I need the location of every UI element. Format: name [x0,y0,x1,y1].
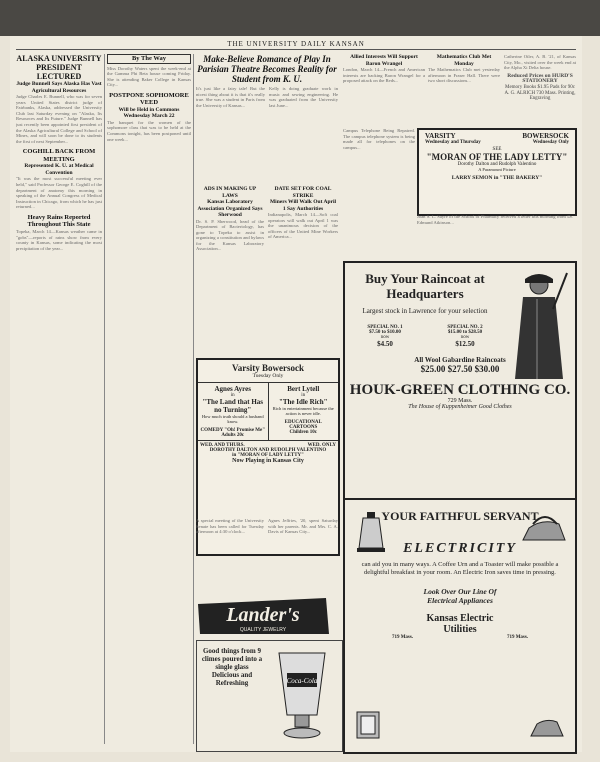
iron-icon [519,508,569,548]
subhead-alaska: Judge Bunnell Says Alaska Has Vast Agricultural Resources [16,81,102,94]
ad-theatre-left-price: Adults 20c [221,433,245,438]
column-3-lower [196,518,264,593]
raincoat-special2-value: now [460,335,470,340]
ad-theatre-subtitle: Tuesday Only [252,373,284,379]
electric-company2: Utilities [443,624,477,635]
headline-ads: ADS IN MAKING UP LAWS [203,186,257,199]
article-col3-lower: A special meeting of the University Senate has been called for Tuesday afternoon at 4:30 o'clock... [196,518,264,535]
small-ad-left-day: Wednesday and Thursday [425,140,481,145]
landers-ad [196,594,331,638]
ad-theatre-left-desc: How much truth should a husband know. [201,414,264,424]
toaster-icon [353,702,383,742]
svg-text:Coca-Cola: Coca-Cola [286,677,318,685]
coca-cola-ad [196,640,343,752]
column-divider [193,54,194,744]
newspaper-page [10,36,582,752]
masthead-rule [16,49,576,50]
column-2 [107,54,191,744]
ad-theatre-right-star: Bert Lytell [287,385,320,393]
article-coghill-body: "It was the most successful meeting ever held," said Professor George E. Coghill of the department of anatomy this morning in speaking of the Annual Congress of Medical Instruction in Chicago, from which he has just returned... [16,176,102,210]
varsity-bowersock-small-ad [417,128,577,216]
small-ad-left: VARSITY [425,132,456,140]
electric-addr1: 719 Mass. [391,635,414,640]
ad-theatre-left-in: in [230,393,235,398]
kansas-electric-ad [343,498,577,754]
column-6-lower [417,214,573,258]
ad-theatre-bottom-note: Now Playing in Kansas City [232,458,304,464]
ad-theatre-right-in: in [301,393,306,398]
raincoat-special2-price: $12.50 [455,340,475,348]
raincoat-special1-price: $4.50 [377,340,393,348]
small-ad-right: BOWERSOCK [522,132,569,140]
article-math-body: The Mathematics Club met yesterday afternoon in Fraser Hall. There were two short discussions... [428,67,500,84]
small-ad-also: LARRY SEMON in "THE BAKERY" [451,175,543,181]
raincoat-special1-range: $7.50 to $10.00 [369,330,401,335]
romance-body-right: Kelly is doing graduate work in music and sewing engineering. He was graduated from the University last June... [269,86,338,108]
small-ad-right-day: Wednesday Only [532,140,569,145]
headline-allied: Allied Interests Will Support Baron Wrangel [350,54,418,67]
headline-alaska: ALASKA UNIVERSITY PRESIDENT LECTURED [16,54,102,81]
subhead-postpone: Will be Held in Commons Wednesday March 22 [118,106,180,120]
article-ads-body: Dr. S. P. Sherwood, head of the Department of Bacteriology, has gone to Topeka to assist in organizing a constitution and bylaws for the Kansas Laboratory Association... [196,218,264,252]
electric-body: can aid you in many ways. A Coffee Urn and a Toaster will make possible a delightful breakfast in your room. An Electric Iron saves time in pressing. [361,561,559,576]
subhead-coal: Miners Will Walk Out April 1 Say Authorities [269,199,336,212]
headline-by-the-way: By The Way [107,54,191,64]
masthead: THE UNIVERSITY DAILY KANSAN [227,40,365,48]
svg-text:QUALITY JEWELRY: QUALITY JEWELRY [239,627,287,633]
ad-theatre-bottom-title: in "MORAN OF LADY LETTY" [232,453,304,458]
raincoat-special2-label: SPECIAL NO. 2 [447,325,483,330]
column-by-the-way-body: Miss Dorothy Waters spent the week-end at the Gamma Phi Beta house coming Friday. She is attending Baker College in Kansas City... [107,65,191,88]
romance-article [196,54,338,184]
romance-body-left: It's just like a fairy tale! But the nicest thing about it is that it's really true. She was a student in Paris from the University of Kansas... [196,86,265,108]
ad-theatre-bottom-left: WED. AND THURS. [200,443,245,448]
column-1 [16,54,102,744]
ad-theatre-left-title: "The Land that Has no Turning" [202,398,263,414]
ad-theatre-bottom-stars: DOROTHY DALTON AND RUDOLPH VALENTINO [209,448,327,453]
small-ad-cast: Dorothy Dalton and Rudolph Valentino [457,162,537,167]
scan-border-top [0,0,600,36]
headline-rains: Heavy Rains Reported Throughout This State [27,213,91,229]
small-ad-see: SEE [492,147,502,152]
headline-coghill: COGHILL BACK FROM MEETING [22,148,96,163]
article-postpone-body: The banquet for the women of the sophomore class that was to be held at the Commons tonight, has been postponed until one week... [107,119,191,142]
article-rains-body: Topeka, March 14—Kansas weather came in "gobs"—reports of rains show from every county in Kansas, some indicating the most precipitation of the year... [16,228,102,251]
small-ad-title: "MORAN OF THE LADY LETTY" [426,152,568,162]
column-divider [104,54,105,744]
landers-logo [196,594,331,638]
raincoat-title: Buy Your Raincoat at Headquarters [365,271,485,301]
ad-theatre-right-price: Children 10c [289,430,318,435]
small-ad-producer: A Paramount Picture [478,167,516,172]
column-4-lower [268,518,338,593]
ad-theatre-bottom-right: WED. ONLY [307,443,336,448]
raincoat-address: 729 Mass. [447,398,473,404]
subhead-ads: Kansas Laboratory Association Organized Says Sherwood [197,199,263,218]
coke-ad-text: Good things from 9 climes poured into a single glass Delicious and Refreshing [201,647,263,687]
electric-look: Look Over Our Line Of [423,587,497,596]
raincoat-subtitle: Largest stock in Lawrence for your selection [362,307,488,315]
article-col6-lower: Joan S. L. Sayre of the School of Pharmacy received a letter this morning from Dr. Edmund Atkinson... [417,214,573,225]
raincoat-man-icon [509,269,569,389]
appliance-icon [527,712,567,742]
raincoat-special1-value: now [380,335,390,340]
raincoat-store: HOUK-GREEN CLOTHING CO. [349,382,571,398]
ad-theatre-right-extra: EDUCATIONAL CARTOONS [284,420,322,430]
article-col7-body: Catherine Oiler, A. B. '21, of Kansas City, Mo., visited over the week end at the Alpha Xi Delta house. [504,54,576,71]
hurds-ad-title: Reduced Prices on HURD'S STATIONERY [507,72,573,85]
electric-addr2: 719 Mass. [506,635,529,640]
headline-romance: Make-Believe Romance of Play In Parisian Theatre Becomes Reality for Student from K. U. [197,54,337,84]
headline-math: Mathematics Club Met Monday [436,54,492,67]
coffee-urn-icon [351,508,391,558]
ad-theatre-left-star: Agnes Ayres [214,385,251,393]
headline-coal: DATE SET FOR COAL STRIKE [274,186,332,199]
electric-headline: YOUR FAITHFUL SERVANT [381,509,539,523]
article-col4-lower: Agnes Jeffries, '20, spent Saturday with her parents. Mr. and Mrs. C. A. Davis of Kansas City... [268,518,338,535]
electric-company: Kansas Electric [426,613,494,624]
ad-theatre-right-desc: Rich in entertainment because the action is never idle. [272,406,334,416]
ad-theatre-title: Varsity Bowersock [232,363,304,373]
article-coal-body: Indianapolis, March 14—Soft coal operators will walk out April 1 was the unanimous decision of the officers of the United Mine Workers of America... [268,212,338,240]
raincoat-special2-range: $15.00 to $28.50 [447,330,483,335]
electric-word: ELECTRICITY [403,541,517,556]
article-alaska-body: Judge Charles E. Bunnell, who was for seven years United States district judge of Fairbanks, Alaska, addressed the University Club last Saturday evening on "Alaska, Its Resources and Its Future." Judge Bunnell has just recently been appointed first president of the Alaska Agricultural College and School of Mines, and will soon be done to its students the first of next September... [16,94,102,144]
hurds-ad-body: Memory Books $1.95 Pads for 90c A. G. ALRICH 730 Mass. Printing, Engraving [504,84,576,102]
headline-postpone: POSTPONE SOPHOMORE VEED [109,91,189,107]
svg-text:Lander's: Lander's [226,604,300,626]
raincoat-special1-label: SPECIAL NO. 1 [367,325,403,330]
houk-green-raincoat-ad [343,261,577,500]
electric-appliances: Electrical Appliances [427,596,493,605]
article-allied-body: London, March 14—French and American interests are backing Baron Wrangel for a proposed attack on the Reds... [343,67,425,84]
ad-theatre-left-extra: COMEDY "Oh! Promise Me" [200,428,266,433]
article-col5-lower: Campus Telephone Being Repaired. The campus telephone system is being made all for telephones on the campus... [343,128,415,150]
raincoat-tagline: The House of Kuppenheimer Good Clothes [408,404,512,410]
coke-glass-icon [267,645,337,745]
raincoat-wool-prices: $25.00 $27.50 $30.00 [420,364,500,374]
raincoat-wool: All Wool Gabardine Raincoats [414,356,506,364]
column-5-lower [343,128,415,258]
subhead-coghill: Represented K. U. at Medical Convention [24,163,94,176]
ad-theatre-right-title: "The Idle Rich" [278,398,328,406]
